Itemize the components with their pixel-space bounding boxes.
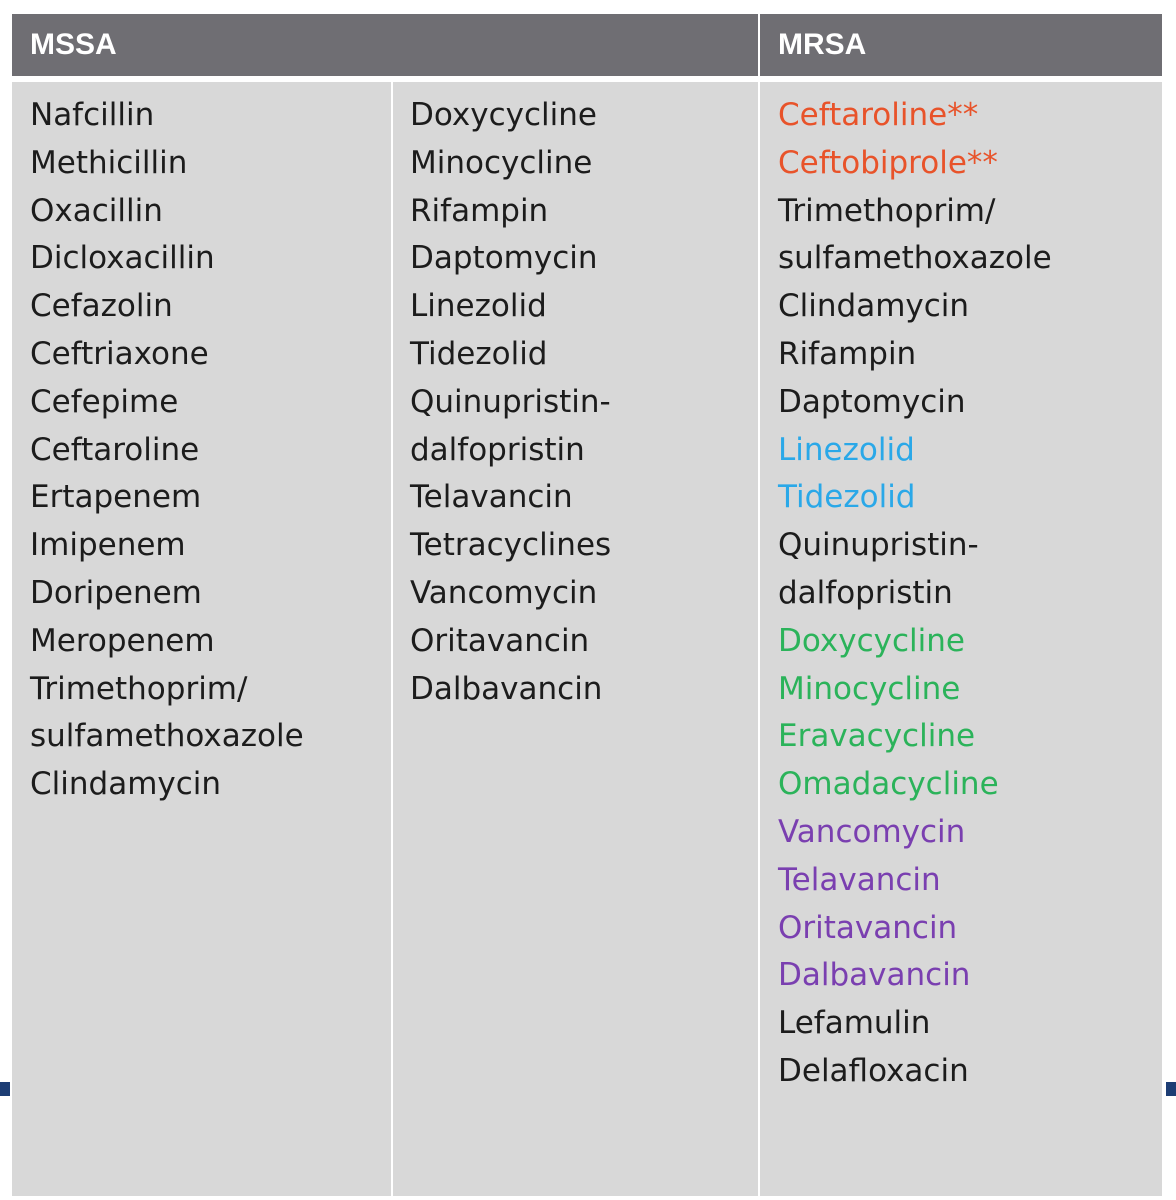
antibiotic-table [12,14,1162,1196]
mrsa-drug-item: Trimethoprim/ [778,192,996,229]
mrsa-drug-item: Daptomycin [778,383,966,420]
mssa-drug-item: Linezolid [410,288,547,325]
left-edge-marker [0,1082,10,1096]
mssa-drug-item: dalfopristin [410,431,585,468]
mssa-drug-item: Rifampin [410,192,549,229]
mssa-drug-item: Dalbavancin [410,670,603,707]
mssa-drug-item: Tetracyclines [410,527,612,564]
mssa-drug-item: Meropenem [30,622,215,659]
mssa-header: MSSA [12,14,758,76]
mrsa-drug-item: Telavancin [778,861,941,898]
mrsa-drug-item: Ceftaroline** [778,97,979,133]
mssa-drug-item: sulfamethoxazole [30,718,304,755]
mssa-drug-item: Minocycline [410,144,593,181]
mssa-drug-item: Daptomycin [410,240,598,277]
mrsa-drug-item: Linezolid [778,431,915,468]
mssa-drug-item: Doripenem [30,574,202,611]
mssa-drug-item: Ceftriaxone [30,335,209,372]
mrsa-drug-item: sulfamethoxazole [778,240,1052,277]
mssa-drug-item: Clindamycin [30,766,222,803]
mrsa-drug-item: Rifampin [778,335,917,372]
mrsa-drug-item: Clindamycin [778,288,970,325]
mssa-drug-item: Ertapenem [30,479,202,516]
mrsa-column [760,82,1162,1196]
mssa-drug-item: Trimethoprim/ [30,670,248,707]
mrsa-drug-item: Minocycline [778,670,961,707]
mrsa-drug-item: Delafloxacin [778,1052,969,1089]
mrsa-drug-item: Tidezolid [778,479,916,516]
mrsa-drug-item: Quinupristin- [778,527,979,564]
mrsa-drug-item: Dalbavancin [778,957,971,994]
right-edge-marker [1166,1082,1176,1096]
mrsa-drug-item: Eravacycline [778,718,976,755]
mrsa-drug-item: Vancomycin [778,813,966,850]
mrsa-drug-item: Omadacycline [778,766,999,803]
mrsa-drug-item: dalfopristin [778,574,953,611]
mssa-drug-item: Ceftaroline [30,431,200,468]
mssa-drug-item: Methicillin [30,144,188,181]
mssa-drug-item: Imipenem [30,527,186,564]
mssa-drug-item: Vancomycin [410,574,598,611]
mssa-drug-item: Telavancin [410,479,573,516]
mssa-drug-item: Tidezolid [410,335,548,372]
mrsa-drug-item: Doxycycline [778,622,965,659]
mrsa-drug-item: Lefamulin [778,1005,931,1042]
mrsa-drug-item: Oritavancin [778,909,958,946]
mssa-drug-item: Doxycycline [410,97,597,133]
mssa-drug-item: Oxacillin [30,192,163,229]
mssa-drug-item: Quinupristin- [410,383,611,420]
mssa-column-2 [393,82,758,1196]
mssa-drug-item: Cefazolin [30,288,173,325]
mssa-column-1 [12,82,391,1196]
mssa-drug-item: Cefepime [30,383,179,420]
header-divider [12,76,758,80]
mssa-drug-item: Dicloxacillin [30,240,215,277]
mrsa-header: MRSA [760,14,1162,76]
mssa-drug-item: Oritavancin [410,622,590,659]
mssa-drug-item: Nafcillin [30,97,155,133]
mrsa-drug-item: Ceftobiprole** [778,144,998,181]
